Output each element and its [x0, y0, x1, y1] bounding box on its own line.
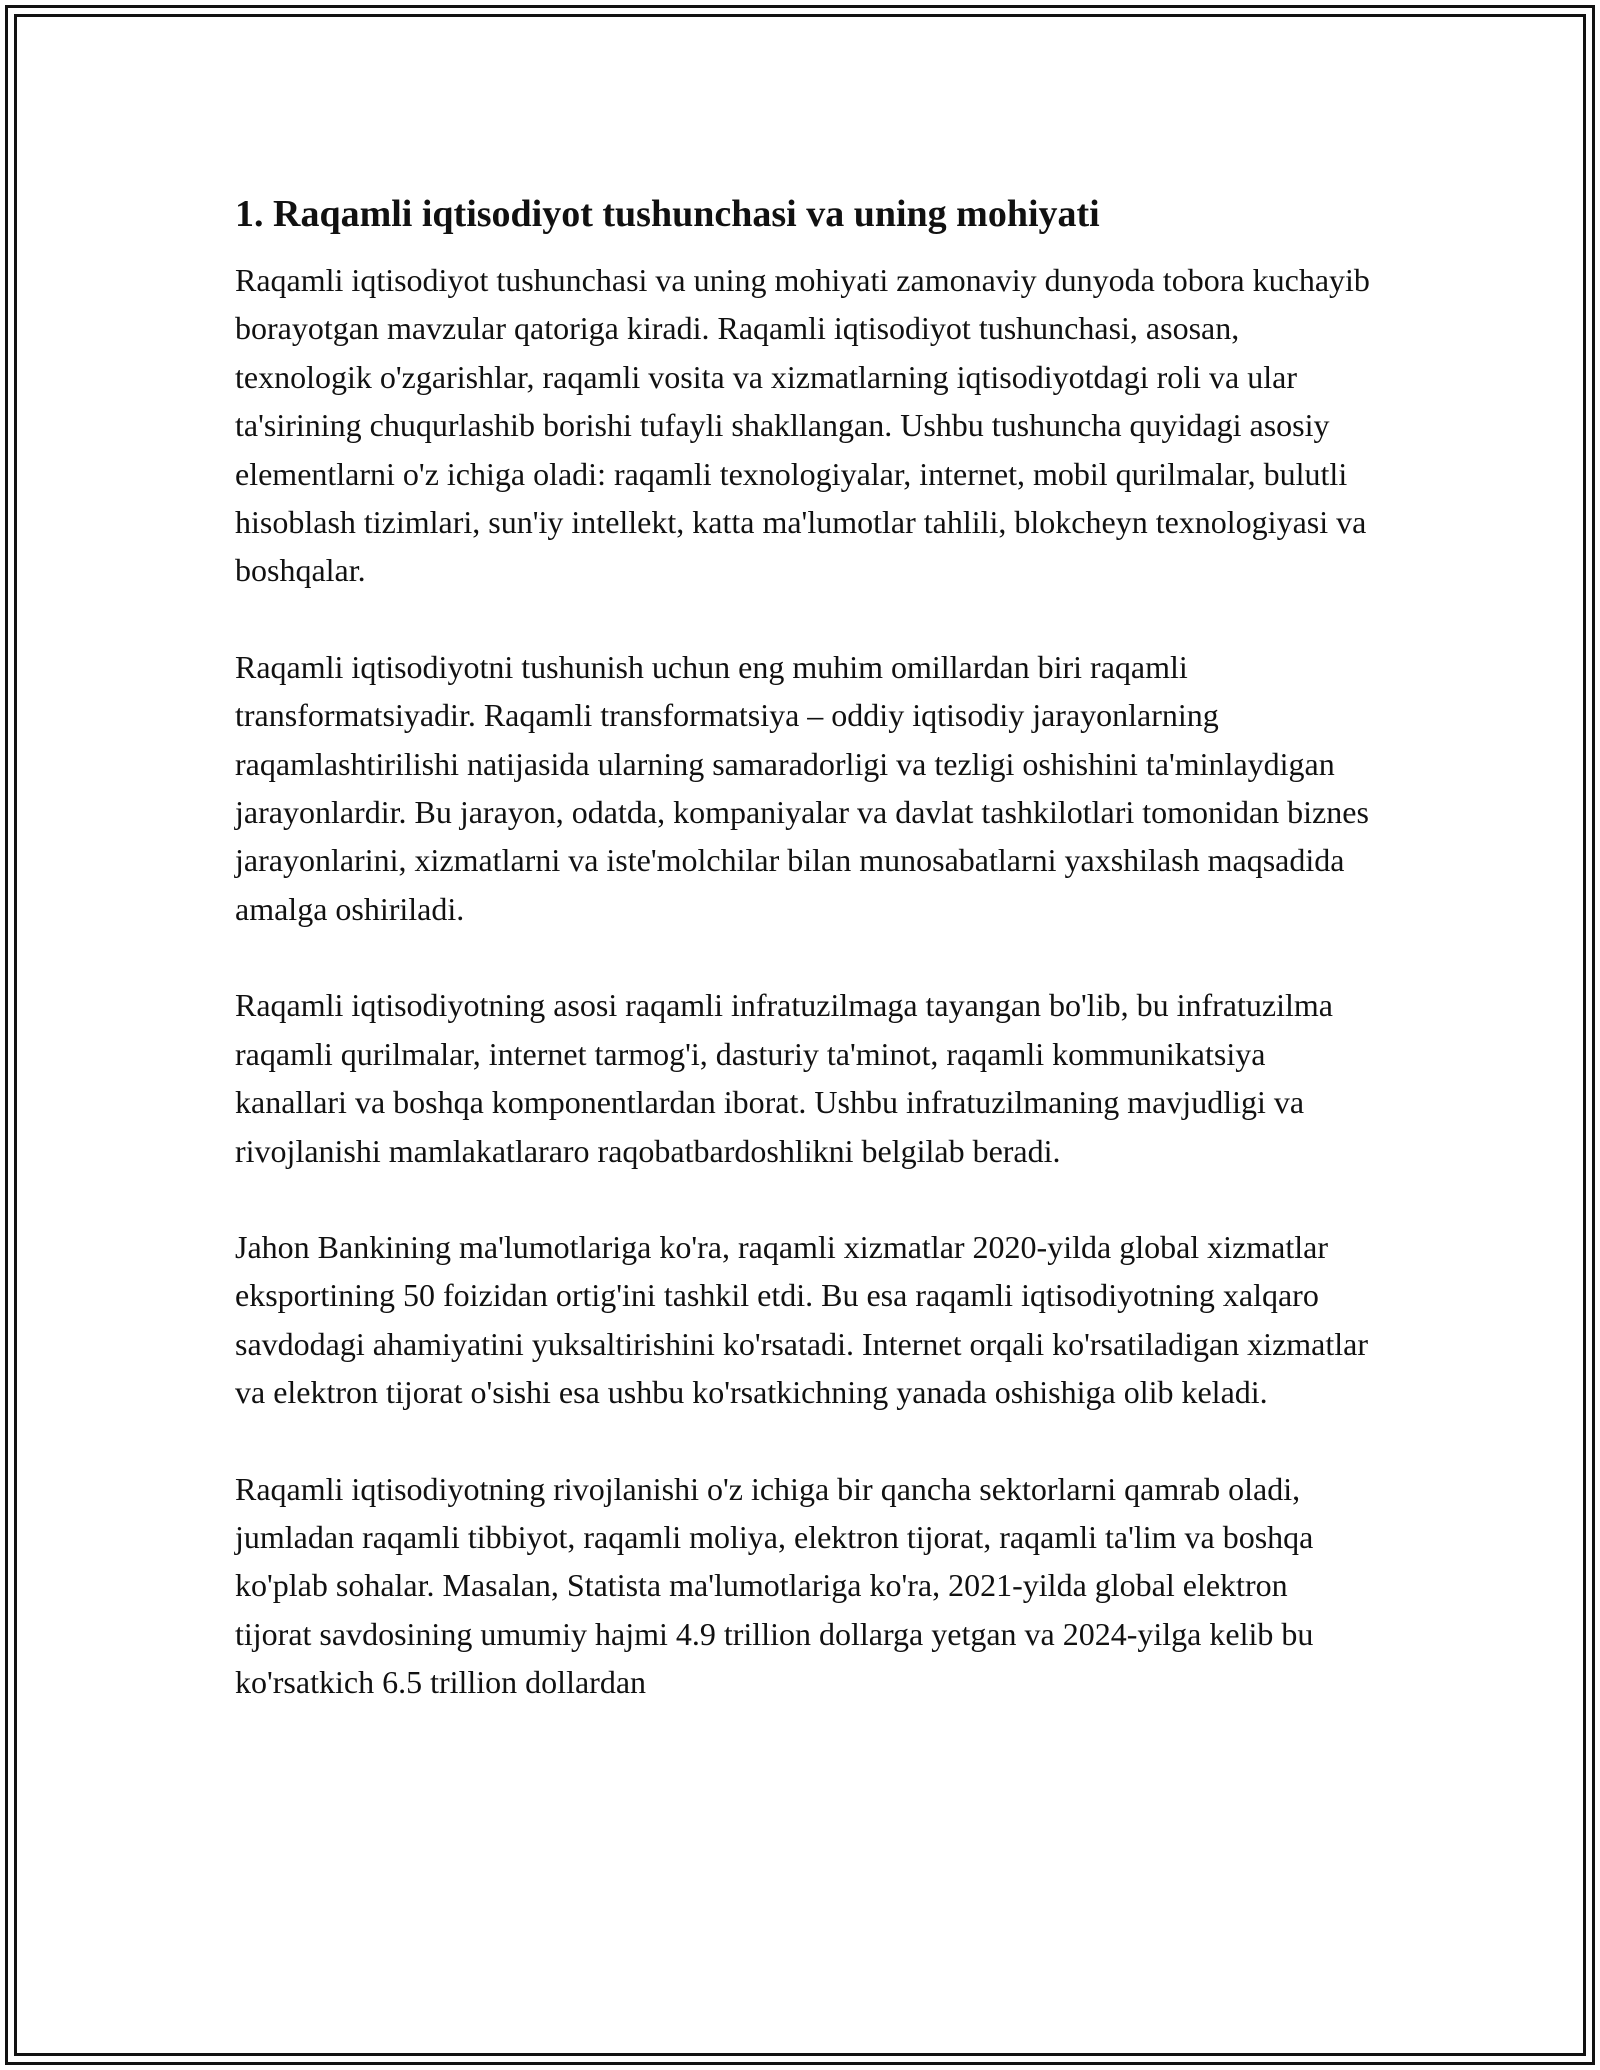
section-heading: 1. Raqamli iqtisodiyot tushunchasi va uning mohiyati [235, 193, 1100, 235]
document-body [235, 186, 1370, 1707]
paragraph-4: Jahon Bankining ma'lumotlariga ko'ra, raqamli xizmatlar 2020-yilda global xizmatlar eksportining 50 foizidan ortig'ini tashkil etdi. Bu esa raqamli iqtisodiyotning xalqaro savdodagi ahamiyatini yuksaltirishini ko'rsatadi. Internet orqali ko'rsatiladigan xizmatlar va elektron tijorat o'sishi esa ushbu ko'rsatkichning yanada oshishiga olib keladi. [235, 1228, 1368, 1411]
paragraph-2: Raqamli iqtisodiyotni tushunish uchun eng muhim omillardan biri raqamli transformatsiyadir. Raqamli transformatsiya – oddiy iqtisodiy jarayonlarning raqamlashtirilishi natijasida ularning samaradorligi va tezligi oshishini ta'minlaydigan jarayonlardir. Bu jarayon, odatda, kompaniyalar va davlat tashkilotlari tomonidan biznes jarayonlarini, xizmatlarni va iste'molchilar bilan munosabatlarni yaxshilash maqsadida amalga oshiriladi. [235, 648, 1369, 927]
paragraph-3: Raqamli iqtisodiyotning asosi raqamli infratuzilmaga tayangan bo'lib, bu infratuzilma raqamli qurilmalar, internet tarmog'i, dasturiy ta'minot, raqamli kommunikatsiya kanallari va boshqa komponentlardan iborat. Ushbu infratuzilmaning mavjudligi va rivojlanishi mamlakatlararo raqobatbardoshlikni belgilab beradi. [235, 987, 1333, 1169]
paragraph-5: Raqamli iqtisodiyotning rivojlanishi o'z ichiga bir qancha sektorlarni qamrab oladi, jumladan raqamli tibbiyot, raqamli moliya, elektron tijorat, raqamli ta'lim va boshqa ko'plab sohalar. Masalan, Statista ma'lumotlariga ko'ra, 2021-yilda global elektron tijorat savdosining umumiy hajmi 4.9 trillion dollarga yetgan va 2024-yilga kelib bu ko'rsatkich 6.5 trillion dollardan [235, 1470, 1314, 1701]
paragraph-1: Raqamli iqtisodiyot tushunchasi va uning mohiyati zamonaviy dunyoda tobora kuchayib borayotgan mavzular qatoriga kiradi. Raqamli iqtisodiyot tushunchasi, asosan, texnologik o'zgarishlar, raqamli vosita va xizmatlarning iqtisodiyotdagi roli va ular ta'sirining chuqurlashib borishi tufayli shakllangan. Ushbu tushuncha quyidagi asosiy elementlarni o'z ichiga oladi: raqamli texnologiyalar, internet, mobil qurilmalar, bulutli hisoblash tizimlari, sun'iy intellekt, katta ma'lumotlar tahlili, blokcheyn texnologiyasi va boshqalar. [235, 262, 1370, 589]
